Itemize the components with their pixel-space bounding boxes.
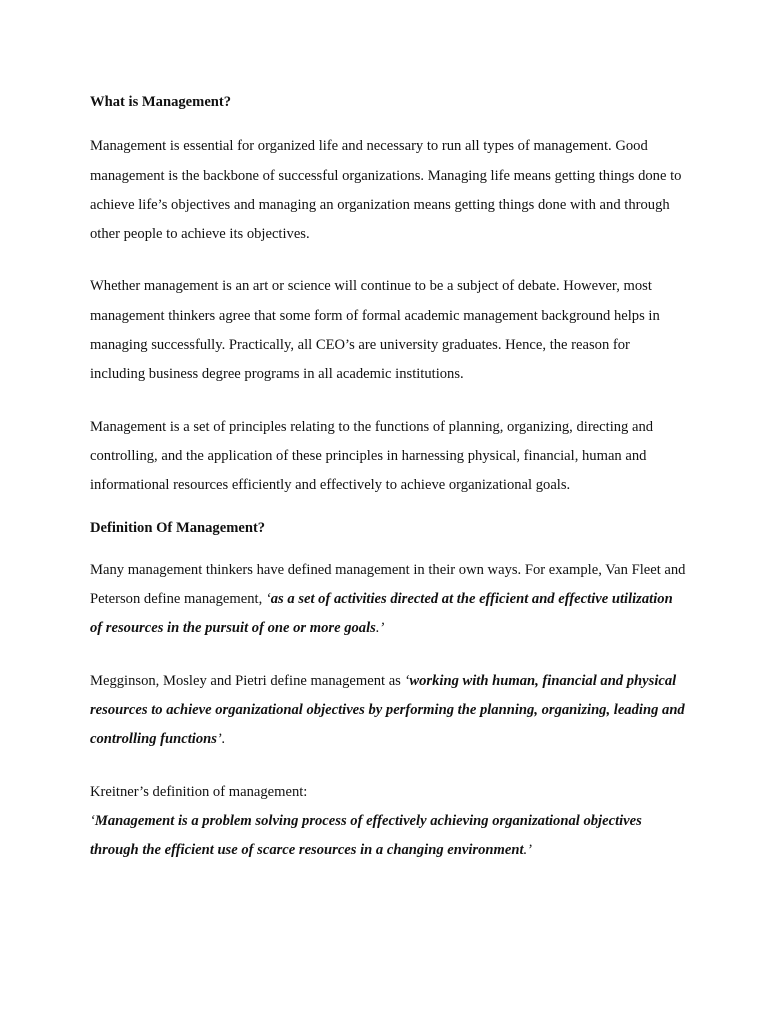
- heading-what-is-management: What is Management?: [90, 94, 232, 110]
- paragraph-5-lead: Megginson, Mosley and Pietri define management as: [90, 672, 405, 689]
- paragraph-4-lead: Many management thinkers have defined management in their own ways. For example, Van Fleet and Peterson define management,: [90, 561, 686, 608]
- heading-definition-of-management: Definition Of Management?: [90, 519, 266, 536]
- close-quote-mark: .’: [523, 842, 533, 859]
- paragraph-4: [90, 556, 686, 644]
- megginson-mosley-pietri-quote: working with human, financial and physical resources to achieve organizational objectives by performing the planning, organizing, leading and controlling functions: [90, 672, 685, 748]
- paragraph-3: Management is a set of principles relating to the functions of planning, organizing, directing and controlling, and the application of these principles in harnessing physical, financial, human and informational resources efficiently and effectively to achieve organizational goals.: [90, 418, 654, 494]
- van-fleet-peterson-quote: as a set of activities directed at the efficient and effective utilization of resources in the pursuit of one or more goals: [90, 591, 673, 637]
- open-quote-mark: ‘: [90, 812, 95, 829]
- paragraph-5: [90, 667, 686, 755]
- close-quote-mark: .’: [375, 620, 385, 637]
- paragraph-6-lead: Kreitner’s definition of management:: [90, 783, 308, 800]
- paragraph-1: Management is essential for organized life and necessary to run all types of management. Good management is the backbone of successful organizations. Managing life means getting things done to achieve life’s objectives and managing an organization means getting things done with and through other people to achieve its objectives.: [90, 138, 682, 243]
- paragraph-2: Whether management is an art or science will continue to be a subject of debate. However, most management thinkers agree that some form of formal academic management background helps in managing successfully. Practically, all CEO’s are university graduates. Hence, the reason for including business degree programs in all academic institutions.: [90, 278, 660, 383]
- open-quote-mark: ‘: [265, 591, 271, 608]
- document-body: [90, 88, 686, 866]
- open-quote-mark: ‘: [404, 672, 410, 689]
- close-quote-mark: ’.: [216, 731, 226, 748]
- paragraph-6-quote: [90, 807, 686, 866]
- kreitner-quote: Management is a problem solving process of effectively achieving organizational objectives through the efficient use of scarce resources in a changing environment: [90, 812, 642, 859]
